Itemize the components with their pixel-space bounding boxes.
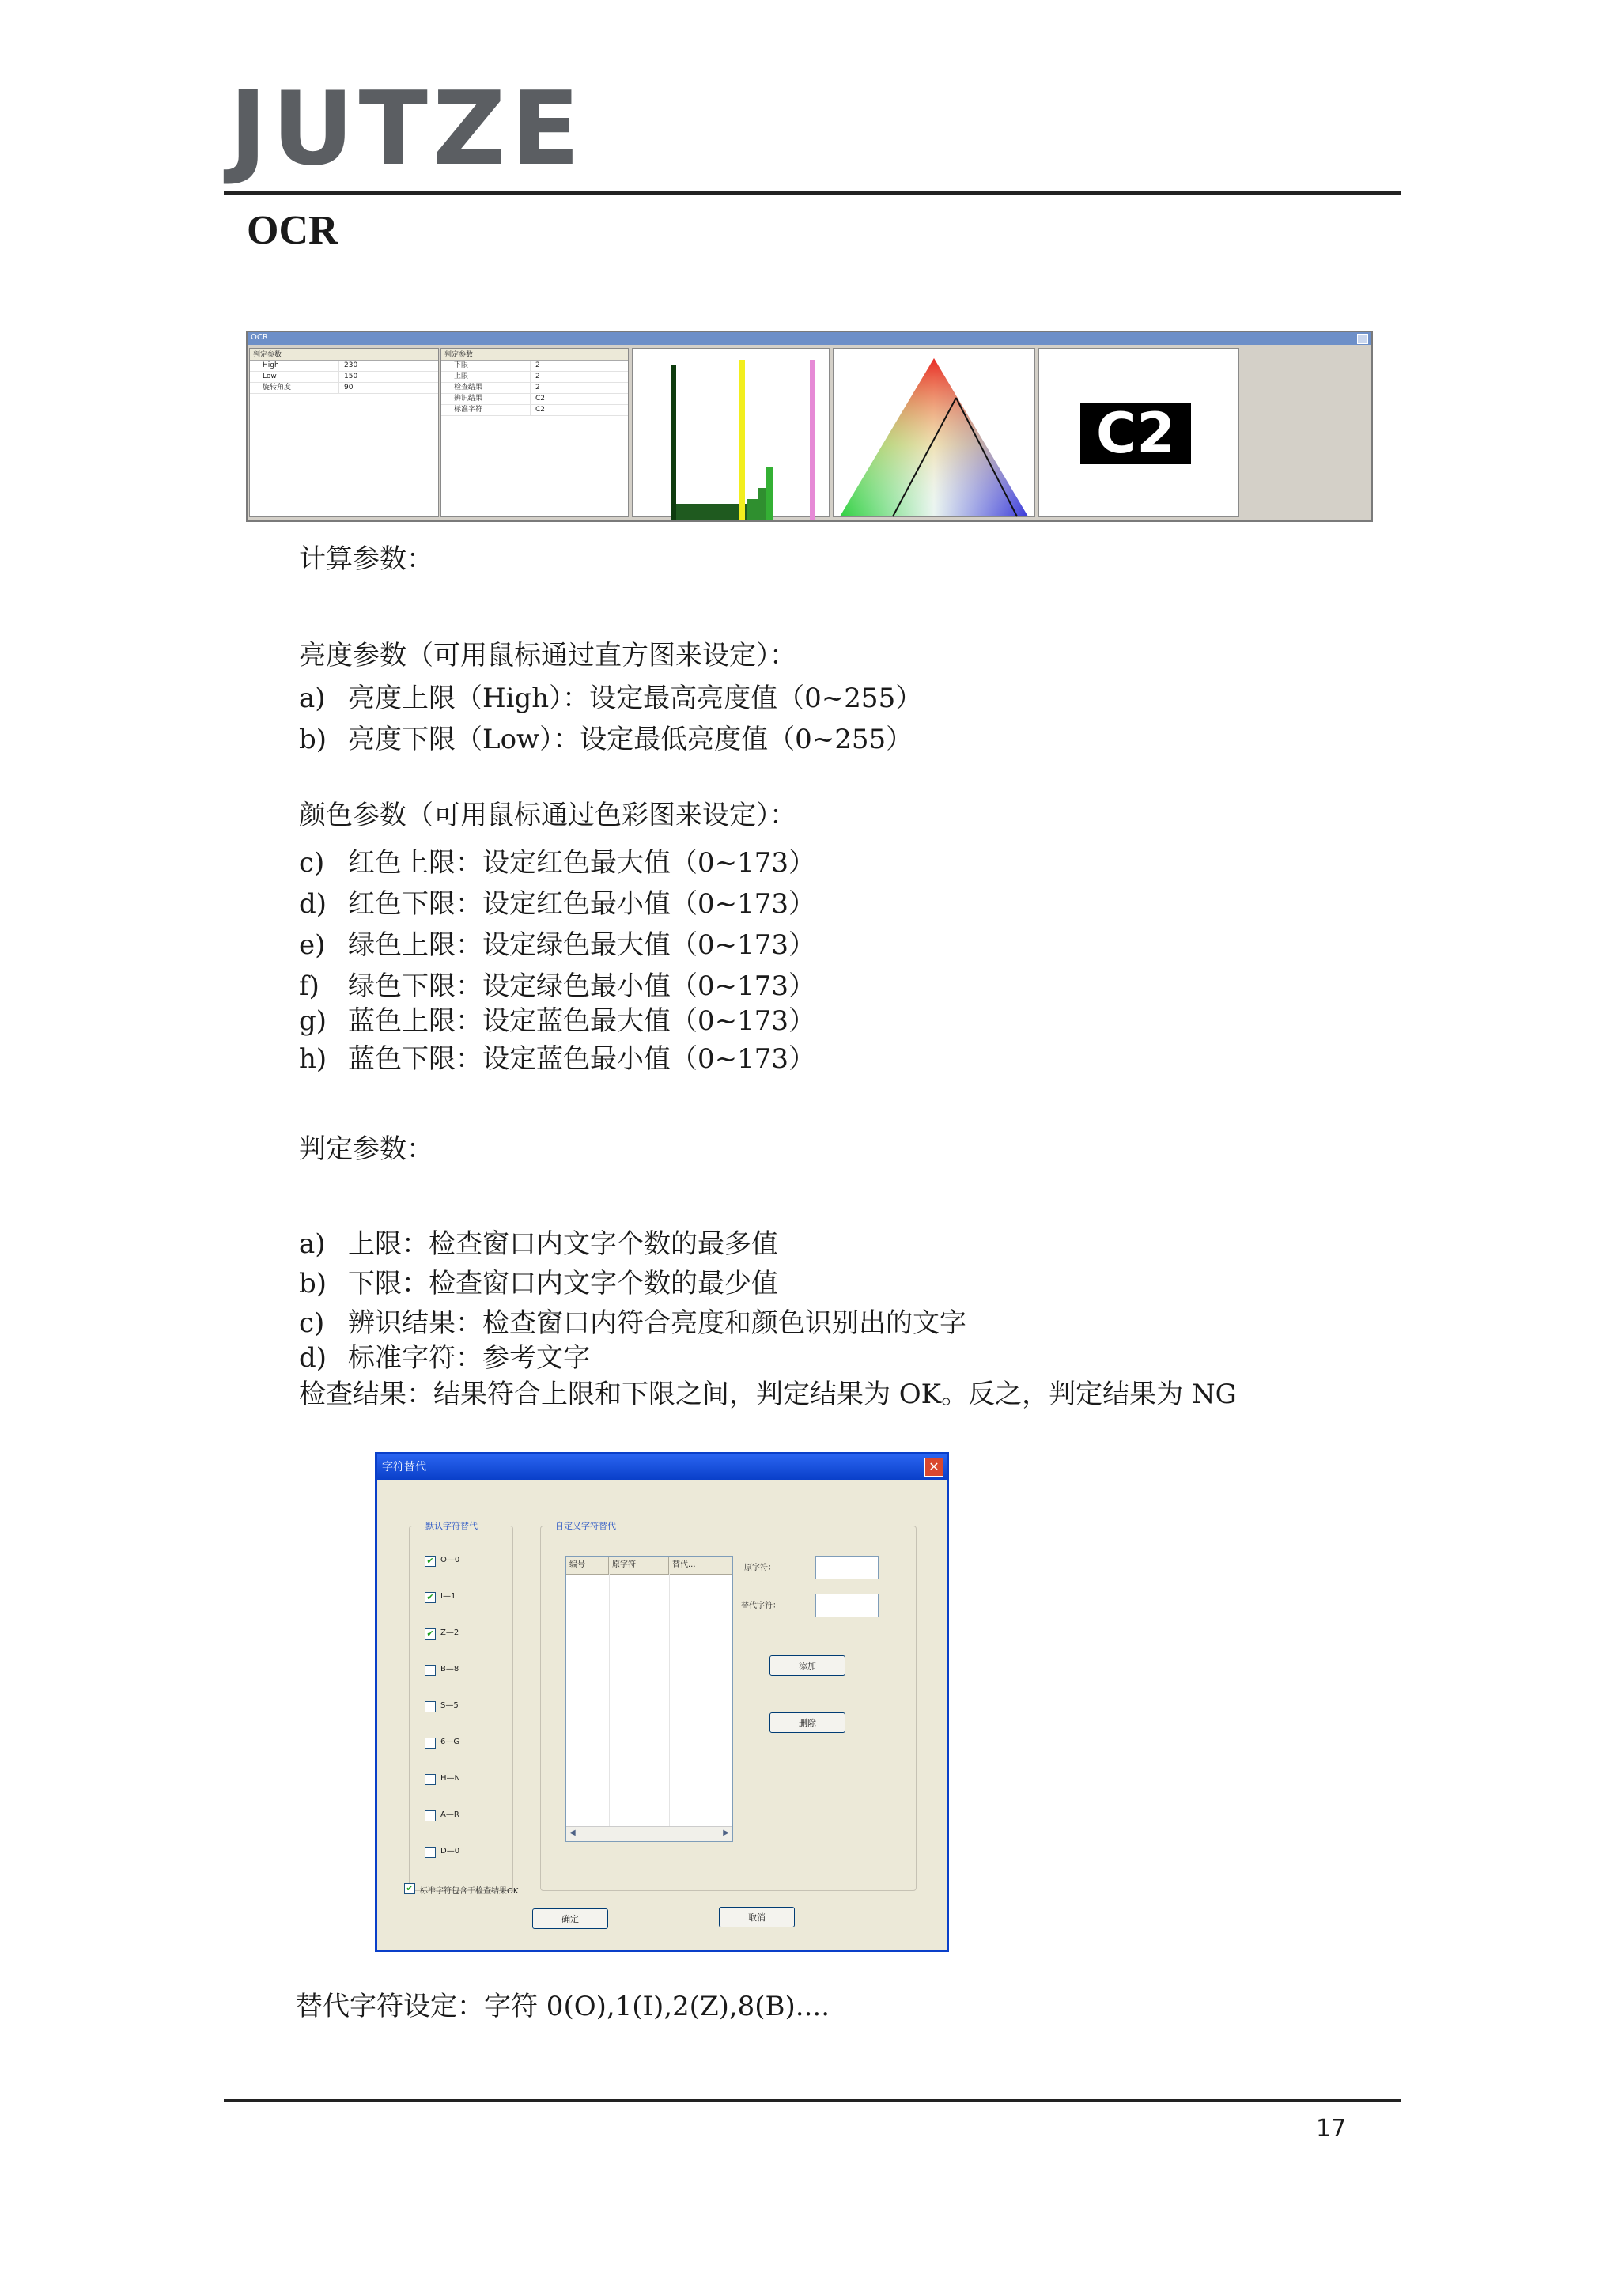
ocr-preview-text: C2: [1080, 403, 1191, 464]
ocr-window: [246, 331, 1373, 522]
default-group-title: 默认字符替代: [423, 1519, 480, 1532]
brightness-histogram[interactable]: [632, 348, 830, 517]
include-check-label: 标准字符包含于检查结果OK: [420, 1887, 519, 1896]
color-item: h) 蓝色下限：设定蓝色最小值（0~173）: [299, 1043, 816, 1075]
include-check-checkbox[interactable]: ✔: [404, 1883, 415, 1894]
color-item: e) 绿色上限：设定绿色最大值（0~173）: [299, 929, 816, 961]
custom-substitute-list[interactable]: [565, 1556, 733, 1842]
color-item: f) 绿色下限：设定绿色最小值（0~173）: [299, 970, 816, 1002]
ocr-titlebar: [248, 332, 1371, 345]
default-item-label: A—R: [440, 1810, 459, 1819]
color-triangle-map[interactable]: [833, 348, 1035, 517]
param-panel-1-header: 判定参数: [250, 349, 438, 361]
param-row[interactable]: 上限 2: [441, 372, 628, 383]
default-item-label: D—0: [440, 1847, 460, 1855]
default-item-checkbox[interactable]: [425, 1738, 436, 1749]
color-item: g) 蓝色上限：设定蓝色最大值（0~173）: [299, 1005, 816, 1037]
judge-item: b) 下限：检查窗口内文字个数的最少值: [299, 1268, 778, 1299]
param-row[interactable]: Low 150: [250, 372, 438, 383]
default-item-label: I—1: [440, 1592, 456, 1601]
brightness-item: b) 亮度下限（Low）：设定最低亮度值（0~255）: [299, 724, 913, 755]
color-triangle-graphic: [834, 349, 1034, 520]
cancel-button[interactable]: 取消: [719, 1907, 795, 1927]
calc-params-title: 计算参数：: [299, 543, 433, 575]
header-rule: [224, 191, 1401, 195]
param-row[interactable]: 旋转角度 90: [250, 383, 438, 394]
substitute-text: 替代字符设定：字符 0(O),1(I),2(Z),8(B)....: [296, 1991, 830, 2022]
default-item-label: S—5: [440, 1701, 459, 1710]
color-title: 颜色参数（可用鼠标通过色彩图来设定）：: [299, 800, 796, 831]
default-item-checkbox[interactable]: [425, 1701, 436, 1712]
dialog-titlebar: [377, 1454, 947, 1480]
param-row[interactable]: 下限 2: [441, 361, 628, 372]
default-item-checkbox[interactable]: ✔: [425, 1592, 436, 1603]
judge-title: 判定参数：: [299, 1133, 433, 1165]
color-item: c) 红色上限：设定红色最大值（0~173）: [299, 847, 816, 879]
page-number: 17: [1316, 2115, 1347, 2143]
column-divider: [669, 1574, 670, 1827]
default-item-checkbox[interactable]: [425, 1847, 436, 1858]
ok-button[interactable]: 确定: [532, 1908, 608, 1929]
param-panel-2-header: 判定参数: [441, 349, 628, 361]
default-item-checkbox[interactable]: [425, 1665, 436, 1676]
add-button[interactable]: 添加: [769, 1655, 845, 1676]
scroll-left-icon[interactable]: ◀: [569, 1829, 576, 1837]
histogram-graphic: [633, 349, 829, 520]
column-header-id[interactable]: 编号: [566, 1557, 609, 1574]
check-result-text: 检查结果：结果符合上限和下限之间，判定结果为 OK。反之，判定结果为 NG: [299, 1379, 1237, 1410]
default-item-label: O—0: [440, 1556, 460, 1564]
default-item-label: B—8: [440, 1665, 459, 1674]
footer-rule: [224, 2099, 1401, 2102]
delete-button[interactable]: 删除: [769, 1712, 845, 1733]
scroll-right-icon[interactable]: ▶: [723, 1829, 729, 1837]
dialog-close-button[interactable]: ✕: [924, 1458, 943, 1477]
dialog-title: 字符替代: [382, 1461, 426, 1473]
orig-char-input[interactable]: [815, 1556, 879, 1579]
default-item-label: H—N: [440, 1774, 460, 1783]
default-item-label: Z—2: [440, 1628, 459, 1637]
judge-item: d) 标准字符：参考文字: [299, 1342, 590, 1374]
param-panel-2: [440, 348, 629, 517]
orig-char-label: 原字符：: [744, 1564, 776, 1572]
default-item-checkbox[interactable]: [425, 1774, 436, 1785]
ocr-window-title: OCR: [251, 333, 268, 342]
default-item-checkbox[interactable]: [425, 1810, 436, 1821]
ocr-close-button[interactable]: [1357, 334, 1368, 344]
column-header-orig[interactable]: 原字符: [609, 1557, 669, 1574]
replace-char-label: 替代字符：: [741, 1602, 781, 1610]
judge-item: a) 上限：检查窗口内文字个数的最多值: [299, 1228, 778, 1260]
column-divider: [609, 1574, 610, 1827]
default-item-checkbox[interactable]: ✔: [425, 1628, 436, 1640]
judge-item: c) 辨识结果：检查窗口内符合亮度和颜色识别出的文字: [299, 1307, 966, 1339]
param-panel-1: [249, 348, 439, 517]
param-row[interactable]: 检查结果 2: [441, 383, 628, 394]
list-header: [566, 1557, 732, 1575]
brightness-item: a) 亮度上限（High）：设定最高亮度值（0~255）: [299, 683, 923, 714]
char-substitute-dialog: [375, 1452, 949, 1952]
brightness-title: 亮度参数（可用鼠标通过直方图来设定）：: [299, 640, 796, 671]
param-row[interactable]: High 230: [250, 361, 438, 372]
default-item-label: 6—G: [440, 1738, 460, 1746]
section-heading: OCR: [247, 208, 338, 253]
replace-char-input[interactable]: [815, 1594, 879, 1617]
color-item: d) 红色下限：设定红色最小值（0~173）: [299, 888, 816, 920]
company-logo: JUTZE: [229, 70, 585, 188]
default-item-checkbox[interactable]: ✔: [425, 1556, 436, 1567]
param-row[interactable]: 标准字符 C2: [441, 405, 628, 416]
column-header-replace[interactable]: 替代...: [672, 1560, 696, 1569]
list-horizontal-scrollbar[interactable]: [566, 1826, 732, 1841]
ocr-preview: [1038, 348, 1239, 517]
custom-group-title: 自定义字符替代: [553, 1519, 618, 1532]
param-row[interactable]: 辨识结果 C2: [441, 394, 628, 405]
